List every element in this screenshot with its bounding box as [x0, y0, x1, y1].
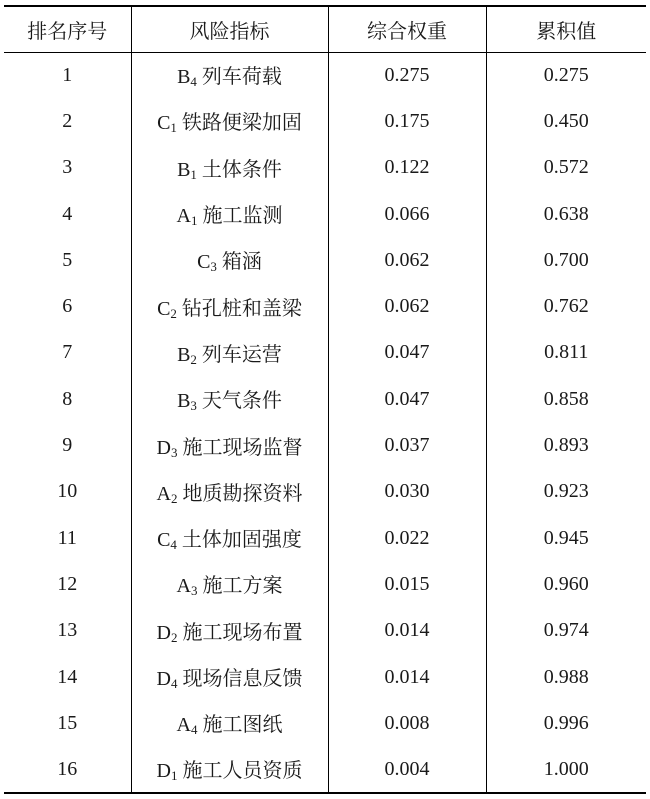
- risk-code-letter: C: [197, 251, 211, 274]
- risk-code-subscript: 2: [170, 305, 177, 321]
- risk-code: [157, 622, 178, 644]
- table-row: [4, 98, 646, 144]
- weight-cell: 0.047: [328, 376, 486, 422]
- risk-code-letter: B: [177, 343, 191, 366]
- risk-code-letter: D: [156, 621, 171, 644]
- risk-name: 天气条件: [201, 390, 282, 413]
- rank-cell: 9: [4, 422, 131, 468]
- table-row: [4, 52, 646, 98]
- table-row: [4, 330, 646, 376]
- rank-cell: 1: [4, 52, 131, 98]
- risk-code-letter: A: [176, 714, 191, 737]
- risk-indicator-cell: [131, 283, 328, 329]
- table-row: [4, 237, 646, 283]
- table-row: [4, 654, 646, 700]
- risk-code: [157, 298, 177, 320]
- risk-code-subscript: 1: [190, 166, 197, 182]
- risk-ranking-table-container: [4, 5, 646, 794]
- risk-indicator-cell: [131, 52, 328, 98]
- weight-cell: 0.015: [328, 561, 486, 607]
- rank-cell: 6: [4, 283, 131, 329]
- risk-code: [177, 575, 198, 597]
- cumulative-cell: 0.811: [544, 341, 589, 364]
- risk-name: 施工监测: [202, 205, 283, 228]
- risk-indicator-cell: [131, 376, 328, 422]
- risk-code-subscript: 3: [210, 259, 217, 275]
- table-row: [4, 376, 646, 422]
- rank-cell: 4: [4, 191, 131, 237]
- cumulative-cell: 0.988: [543, 665, 589, 688]
- risk-code-letter: D: [156, 668, 171, 690]
- risk-code: [157, 437, 178, 459]
- risk-code-subscript: 4: [170, 537, 177, 553]
- risk-code-letter: C: [157, 112, 171, 135]
- cumulative-cell: 0.974: [543, 619, 589, 642]
- risk-code: [177, 66, 197, 88]
- risk-indicator-cell: [131, 330, 328, 376]
- risk-indicator-cell: [131, 191, 328, 237]
- risk-code-subscript: 4: [190, 722, 198, 738]
- cumulative-cell: 0.893: [543, 434, 589, 457]
- rank-cell: 12: [4, 561, 131, 607]
- weight-cell: 0.022: [328, 515, 486, 561]
- weight-cell: 0.030: [328, 469, 486, 515]
- risk-code: [157, 668, 178, 690]
- cumulative-cell: 1.000: [486, 746, 646, 792]
- risk-code: [177, 390, 197, 412]
- rank-cell: 10: [4, 469, 131, 515]
- table-row: [4, 746, 646, 792]
- risk-code: [157, 112, 177, 134]
- weight-cell: 0.037: [328, 422, 486, 468]
- weight-cell: 0.175: [328, 98, 486, 144]
- risk-code-letter: B: [177, 66, 191, 89]
- risk-code-subscript: 1: [190, 213, 198, 229]
- cumulative-cell: 0.945: [543, 526, 589, 549]
- table-row: [4, 191, 646, 237]
- rank-cell: 2: [4, 98, 131, 144]
- cumulative-cell: 0.996: [543, 711, 589, 734]
- risk-code-subscript: 3: [190, 398, 197, 414]
- risk-name: 地质勘探资料: [182, 482, 303, 505]
- weight-cell: 0.014: [328, 654, 486, 700]
- rank-cell: 14: [4, 654, 131, 700]
- weight-cell: 0.062: [328, 237, 486, 283]
- table-row: [4, 700, 646, 746]
- risk-code-subscript: 2: [190, 351, 197, 367]
- header-cumulative: 累积值: [486, 6, 646, 52]
- risk-code-letter: A: [176, 575, 191, 598]
- risk-code-subscript: 2: [170, 629, 178, 645]
- weight-cell: 0.275: [328, 52, 486, 98]
- risk-ranking-table: [4, 5, 646, 794]
- risk-code-letter: D: [156, 436, 171, 459]
- risk-indicator-cell: [131, 469, 328, 515]
- risk-code: [177, 205, 198, 227]
- risk-indicator-cell: [131, 515, 328, 561]
- rank-cell: 5: [4, 237, 131, 283]
- risk-code: [177, 159, 197, 181]
- rank-cell: 16: [4, 746, 131, 792]
- risk-name: 土体加固强度: [181, 529, 302, 552]
- cumulative-cell: 0.762: [543, 295, 589, 318]
- rank-cell: 15: [4, 700, 131, 746]
- risk-code-letter: C: [157, 529, 171, 552]
- risk-indicator-cell: [131, 145, 328, 191]
- risk-name: 列车运营: [201, 343, 282, 366]
- table-row: [4, 515, 646, 561]
- rank-cell: 8: [4, 376, 131, 422]
- risk-code: [157, 529, 177, 551]
- rank-cell: 3: [4, 145, 131, 191]
- table-header-row: [4, 6, 646, 52]
- risk-name: 现场信息反馈: [182, 668, 303, 690]
- risk-code-subscript: 2: [170, 490, 178, 506]
- risk-code-letter: A: [176, 205, 191, 228]
- weight-cell: 0.008: [328, 700, 486, 746]
- rank-cell: 11: [4, 515, 131, 561]
- table-body: [4, 52, 646, 793]
- weight-cell: 0.062: [328, 283, 486, 329]
- risk-indicator-cell: [131, 561, 328, 607]
- risk-indicator-cell: [131, 422, 328, 468]
- rank-cell: 7: [4, 330, 131, 376]
- cumulative-cell: 0.275: [543, 63, 589, 86]
- table-row: [4, 469, 646, 515]
- table-row: [4, 561, 646, 607]
- risk-name: 铁路便梁加固: [181, 112, 302, 135]
- cumulative-cell: 0.858: [543, 387, 589, 410]
- risk-name: 钻孔桩和盖梁: [181, 297, 302, 320]
- risk-indicator-cell: [131, 746, 328, 792]
- cumulative-cell: 0.700: [543, 248, 589, 271]
- header-weight: 综合权重: [328, 6, 486, 52]
- risk-name: 箱涵: [221, 251, 262, 274]
- risk-name: 施工现场监督: [182, 436, 303, 459]
- table-row: [4, 283, 646, 329]
- risk-name: 施工现场布置: [182, 621, 303, 644]
- risk-code: [157, 483, 178, 505]
- risk-name: 施工方案: [202, 575, 283, 598]
- risk-code-subscript: 3: [190, 583, 198, 599]
- risk-code-letter: C: [157, 297, 171, 320]
- cumulative-cell: 0.450: [543, 109, 589, 132]
- risk-indicator-cell: [131, 700, 328, 746]
- weight-cell: 0.014: [328, 608, 486, 654]
- cumulative-cell: 0.638: [543, 202, 589, 225]
- table-row: [4, 608, 646, 654]
- rank-cell: 13: [4, 608, 131, 654]
- weight-cell: 0.122: [328, 145, 486, 191]
- risk-code-subscript: 4: [190, 74, 197, 90]
- risk-name: 列车荷载: [201, 66, 282, 89]
- risk-indicator-cell: [131, 98, 328, 144]
- risk-name: 土体条件: [201, 158, 282, 181]
- risk-code-letter: D: [156, 760, 171, 783]
- risk-code-subscript: 1: [170, 768, 178, 784]
- weight-cell: 0.004: [328, 746, 486, 792]
- risk-code-letter: B: [177, 390, 191, 413]
- risk-code: [197, 251, 217, 273]
- header-rank: 排名序号: [4, 6, 131, 52]
- risk-code: [177, 344, 197, 366]
- risk-name: 施工图纸: [202, 714, 283, 737]
- table-row: [4, 422, 646, 468]
- risk-code: [157, 760, 178, 782]
- risk-code-letter: A: [156, 482, 171, 505]
- risk-indicator-cell: [131, 608, 328, 654]
- weight-cell: 0.047: [328, 330, 486, 376]
- weight-cell: 0.066: [328, 191, 486, 237]
- risk-code-letter: B: [177, 158, 191, 181]
- risk-code-subscript: 4: [170, 676, 178, 691]
- risk-code-subscript: 3: [170, 444, 178, 460]
- cumulative-cell: 0.923: [543, 480, 589, 503]
- cumulative-cell: 0.572: [543, 156, 589, 179]
- risk-indicator-cell: [131, 237, 328, 283]
- risk-code-subscript: 1: [170, 120, 177, 136]
- risk-code: [177, 714, 198, 736]
- header-risk-indicator: 风险指标: [131, 6, 328, 52]
- table-row: [4, 145, 646, 191]
- cumulative-cell: 0.960: [543, 572, 589, 595]
- risk-indicator-cell: [131, 654, 328, 700]
- risk-name: 施工人员资质: [182, 760, 303, 783]
